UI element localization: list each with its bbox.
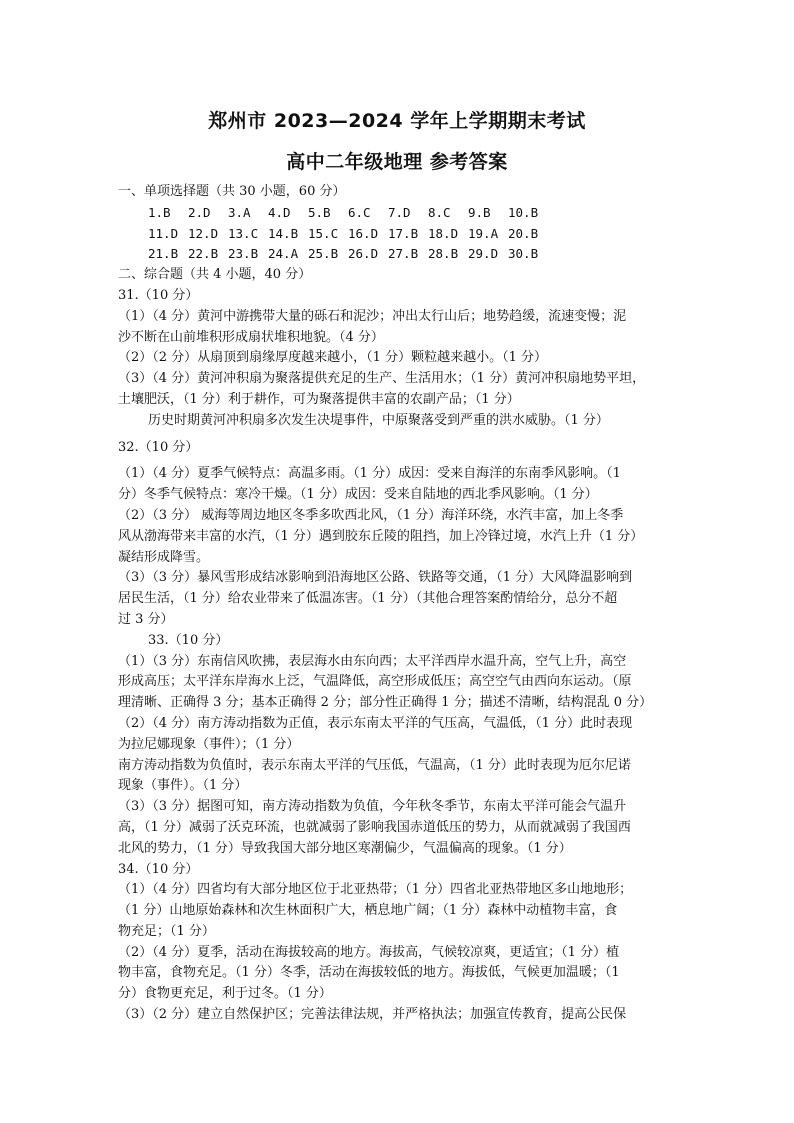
answer-item: 15.C	[308, 225, 339, 241]
answer-body	[118, 182, 680, 1026]
answer-line: 物丰富，食物充足。（1 分）冬季，活动在海拔较低的地方。海拔低，气候更加温暖；（1	[118, 965, 620, 981]
question-heading: 34.（10 分）	[118, 861, 199, 877]
answer-item: 14.B	[268, 225, 299, 241]
answer-line: 土壤肥沃，（1 分）利于耕作，可为聚落提供丰富的农副产品；（1 分）	[118, 391, 520, 407]
answer-line: （1）（4 分）四省均有大部分地区位于北亚热带；（1 分）四省北亚热带地区多山地地形；	[118, 882, 633, 898]
answer-item: 24.A	[268, 246, 299, 262]
answer-item: 23.B	[228, 246, 259, 262]
question-heading: 31.（10 分）	[118, 287, 199, 303]
answer-line: （2）（4 分）夏季，活动在海拔较高的地方。海拔高，气候较凉爽，更适宜；（1 分）植	[118, 944, 620, 960]
answer-item: 4.D	[268, 204, 291, 220]
page-title: 郑州市 2023—2024 学年上学期期末考试	[208, 110, 586, 132]
answer-line: （2）（2 分）从扇顶到扇缘厚度越来越小，（1 分）颗粒越来越小。（1 分）	[118, 350, 547, 366]
answer-item: 12.D	[188, 225, 219, 241]
answer-item: 28.B	[428, 246, 459, 262]
answer-item: 26.D	[348, 246, 379, 262]
answer-item: 25.B	[308, 246, 339, 262]
answer-item: 8.C	[428, 204, 451, 220]
answer-line: 分）冬季气候特点：寒冷干燥。（1 分）成因：受来自陆地的西北季风影响。（1 分）	[118, 487, 598, 503]
answer-row	[118, 203, 680, 224]
answer-line: 居民生活，（1 分）给农业带来了低温冻害。（1 分）（其他合理答案酌情给分，总分不超	[118, 591, 618, 607]
answer-item: 5.B	[308, 204, 331, 220]
answer-line: 过 3 分）	[118, 611, 174, 627]
answer-row	[118, 224, 680, 245]
answer-row	[118, 244, 680, 265]
answer-line: 物充足；（1 分）	[118, 923, 215, 939]
answer-item: 30.B	[508, 246, 539, 262]
answer-line: （1）（4 分）夏季气候特点：高温多雨。（1 分）成因：受来自海洋的东南季风影响。（1	[118, 466, 621, 482]
answer-line: （1）（4 分）黄河中游携带大量的砾石和泥沙；冲出太行山后；地势趋缓，流速变慢；泥	[118, 308, 627, 324]
answer-line: （1 分）山地原始森林和次生林面积广大，栖息地广阔；（1 分）森林中动植物丰富，食	[118, 903, 618, 919]
answer-line: （1）（3 分）东南信风吹拂，表层海水由东向西；太平洋西岸水温升高，空气上升，高空	[118, 653, 627, 669]
answer-line: （3）（3 分）暴风雪形成结冰影响到沿海地区公路、铁路等交通，（1 分）大风降温影响到	[118, 570, 633, 586]
answer-line: （2）（3 分） 威海等周边地区冬季多吹西北风，（1 分）海洋环绕，水汽丰富，加上冬季	[118, 507, 624, 523]
answer-line: 风从渤海带来丰富的水汽，（1 分）遇到胶东丘陵的阻挡，加上冷锋过境，水汽上升（1 分）	[118, 528, 644, 544]
answer-line: 形成高压；太平洋东岸海水上泛，气温降低，高空形成低压；高空空气由西向东运动。（原	[118, 674, 632, 690]
question-heading: 32.（10 分）	[118, 439, 199, 455]
question-heading: 33.（10 分）	[148, 632, 229, 648]
answer-line: 现象（事件）。（1 分）	[118, 778, 248, 794]
answer-item: 13.C	[228, 225, 259, 241]
answer-line: 分）食物更充足，利于过冬。（1 分）	[118, 986, 332, 1002]
answer-item: 6.C	[348, 204, 371, 220]
answer-item: 16.D	[348, 225, 379, 241]
answer-line: （2）（4 分）南方涛动指数为正值，表示东南太平洋的气压高，气温低，（1 分）此时表现	[118, 715, 633, 731]
answer-item: 29.D	[468, 246, 499, 262]
answer-item: 22.B	[188, 246, 219, 262]
answer-line: 沙不断在山前堆积形成扇状堆积地貌。（4 分）	[118, 329, 384, 345]
answer-item: 19.A	[468, 225, 499, 241]
section-heading-choice: 一、单项选择题（共 30 小题，60 分）	[118, 184, 346, 199]
answer-line: 为拉尼娜现象（事件）；（1 分）	[118, 736, 300, 752]
answer-item: 1.B	[148, 204, 171, 220]
answer-item: 3.A	[228, 204, 251, 220]
answer-item: 2.D	[188, 204, 211, 220]
answer-line: 凝结形成降雪。	[118, 549, 210, 565]
answer-line: （3）（3 分）据图可知，南方涛动指数为负值，今年秋冬季节，东南太平洋可能会气温升	[118, 799, 627, 815]
answer-item: 18.D	[428, 225, 459, 241]
answer-item: 20.B	[508, 225, 539, 241]
answer-line: （3）（4 分）黄河冲积扇为聚落提供充足的生产、生活用水；（1 分）黄河冲积扇地势平坦，	[118, 371, 646, 387]
answer-line: 理清晰、正确得 3 分；基本正确得 2 分；部分性正确得 1 分；描述不清晰，结构混乱 0 分）	[118, 695, 653, 711]
answer-line: 高，（1 分）减弱了沃克环流，也就减弱了影响我国赤道低压的势力，从而就减弱了我国西	[118, 819, 631, 835]
answer-line: 历史时期黄河冲积扇多次发生决堤事件，中原聚落受到严重的洪水威胁。（1 分）	[148, 412, 609, 428]
answer-line: （3）（2 分）建立自然保护区；完善法律法规，并严格执法；加强宣传教育，提高公民保	[118, 1007, 627, 1023]
page-subtitle: 高中二年级地理 参考答案	[286, 151, 508, 173]
answer-item: 21.B	[148, 246, 179, 262]
answer-item: 11.D	[148, 225, 179, 241]
answer-item: 9.B	[468, 204, 491, 220]
answer-line: 北风的势力，（1 分）导致我国大部分地区寒潮偏少，气温偏高的现象。（1 分）	[118, 840, 572, 856]
section-heading-comprehensive: 二、综合题（共 4 小题，40 分）	[118, 267, 312, 283]
answer-item: 10.B	[508, 204, 539, 220]
answer-item: 27.B	[388, 246, 419, 262]
answer-line: 南方涛动指数为负值时，表示东南太平洋的气压低，气温高，（1 分）此时表现为厄尔尼诺	[118, 757, 631, 773]
answer-item: 17.B	[388, 225, 419, 241]
answer-item: 7.D	[388, 204, 411, 220]
